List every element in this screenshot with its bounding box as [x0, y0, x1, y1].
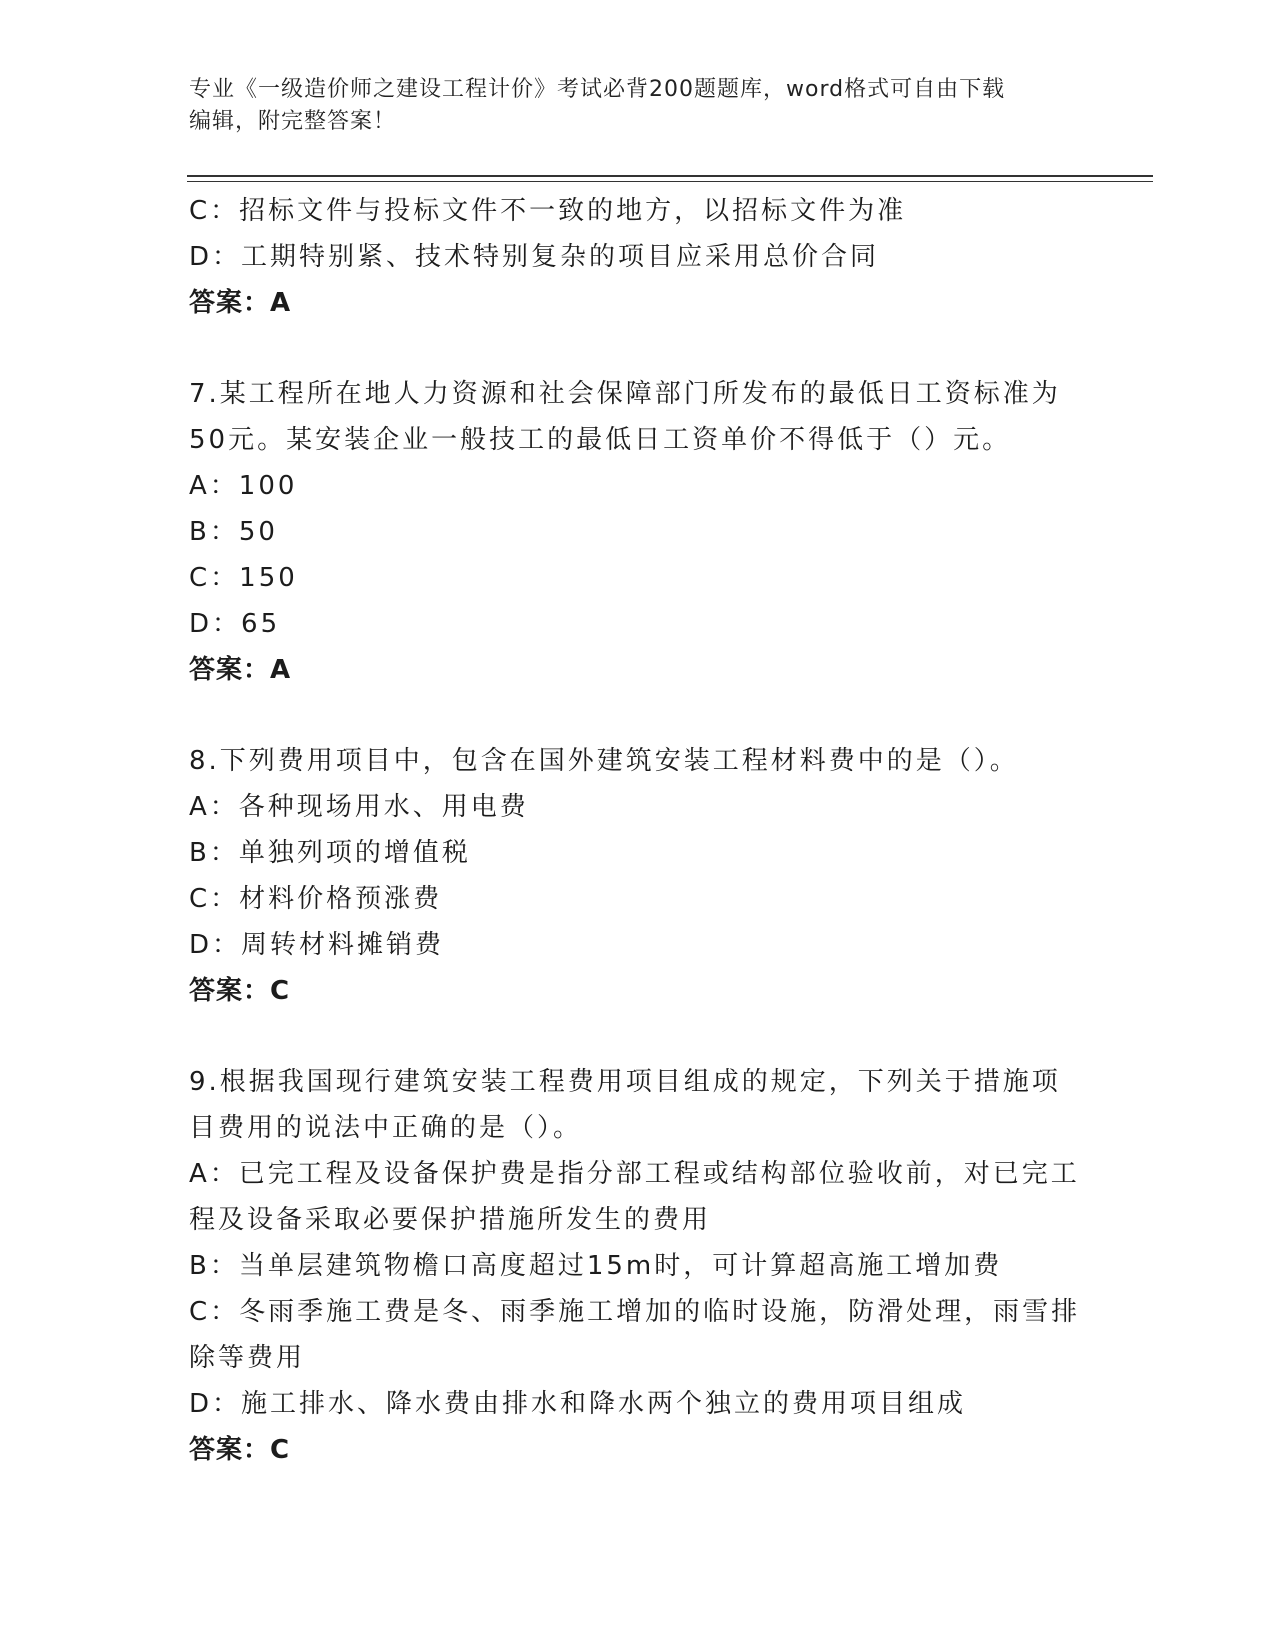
q9-option-d: D：施工排水、降水费由排水和降水两个独立的费用项目组成 — [189, 1389, 967, 1419]
q8-option-b: B：单独列项的增值税 — [189, 838, 471, 868]
q9-answer — [189, 1427, 1089, 1473]
q7-option-a: A：100 — [189, 471, 298, 501]
q7-answer — [189, 647, 1089, 693]
document-header — [189, 74, 1089, 138]
answer-value: A — [270, 288, 292, 318]
q9-stem-line-1: 9.根据我国现行建筑安装工程费用项目组成的规定，下列关于措施项 — [189, 1067, 1061, 1097]
question-9 — [189, 1059, 1089, 1473]
question-8 — [189, 738, 1089, 1014]
header-divider-thin — [187, 181, 1153, 182]
q9-option-a-line-2: 程及设备采取必要保护措施所发生的费用 — [189, 1205, 712, 1235]
answer-value: C — [270, 1435, 291, 1465]
question-list — [189, 188, 1089, 1473]
q6-option-c: C：招标文件与投标文件不一致的地方，以招标文件为准 — [189, 196, 907, 226]
q7-stem-line-1: 7.某工程所在地人力资源和社会保障部门所发布的最低日工资标准为 — [189, 379, 1061, 409]
q7-option-d: D：65 — [189, 609, 281, 639]
answer-label: 答案： — [189, 288, 271, 318]
q9-option-c-line-2: 除等费用 — [189, 1343, 306, 1373]
header-line-2: 编辑，附完整答案！ — [189, 109, 397, 134]
q9-stem-line-2: 目费用的说法中正确的是（）。 — [189, 1113, 583, 1143]
q7-option-b: B：50 — [189, 517, 278, 547]
q7-stem-line-2: 50元。某安装企业一般技工的最低日工资单价不得低于（）元。 — [189, 425, 1012, 455]
q6-option-d: D：工期特别紧、技术特别复杂的项目应采用总价合同 — [189, 242, 880, 272]
q7-option-c: C：150 — [189, 563, 298, 593]
question-7 — [189, 371, 1089, 693]
header-line-1: 专业《一级造价师之建设工程计价》考试必背200题题库，word格式可自由下载 — [189, 77, 1006, 102]
header-divider-thick — [187, 175, 1153, 177]
q9-option-a-line-1: A：已完工程及设备保护费是指分部工程或结构部位验收前，对已完工 — [189, 1159, 1080, 1189]
answer-value: C — [270, 976, 291, 1006]
answer-value: A — [270, 655, 292, 685]
q8-option-d: D：周转材料摊销费 — [189, 930, 445, 960]
q6-answer — [189, 280, 1089, 326]
q8-answer — [189, 968, 1089, 1014]
q8-option-c: C：材料价格预涨费 — [189, 884, 443, 914]
q9-option-b: B：当单层建筑物檐口高度超过15m时，可计算超高施工增加费 — [189, 1251, 1003, 1281]
answer-label: 答案： — [189, 1435, 271, 1465]
question-6 — [189, 188, 1089, 326]
answer-label: 答案： — [189, 976, 271, 1006]
q8-option-a: A：各种现场用水、用电费 — [189, 792, 529, 822]
q8-stem: 8.下列费用项目中，包含在国外建筑安装工程材料费中的是（）。 — [189, 746, 1019, 776]
q9-option-c-line-1: C：冬雨季施工费是冬、雨季施工增加的临时设施，防滑处理，雨雪排 — [189, 1297, 1081, 1327]
answer-label: 答案： — [189, 655, 271, 685]
